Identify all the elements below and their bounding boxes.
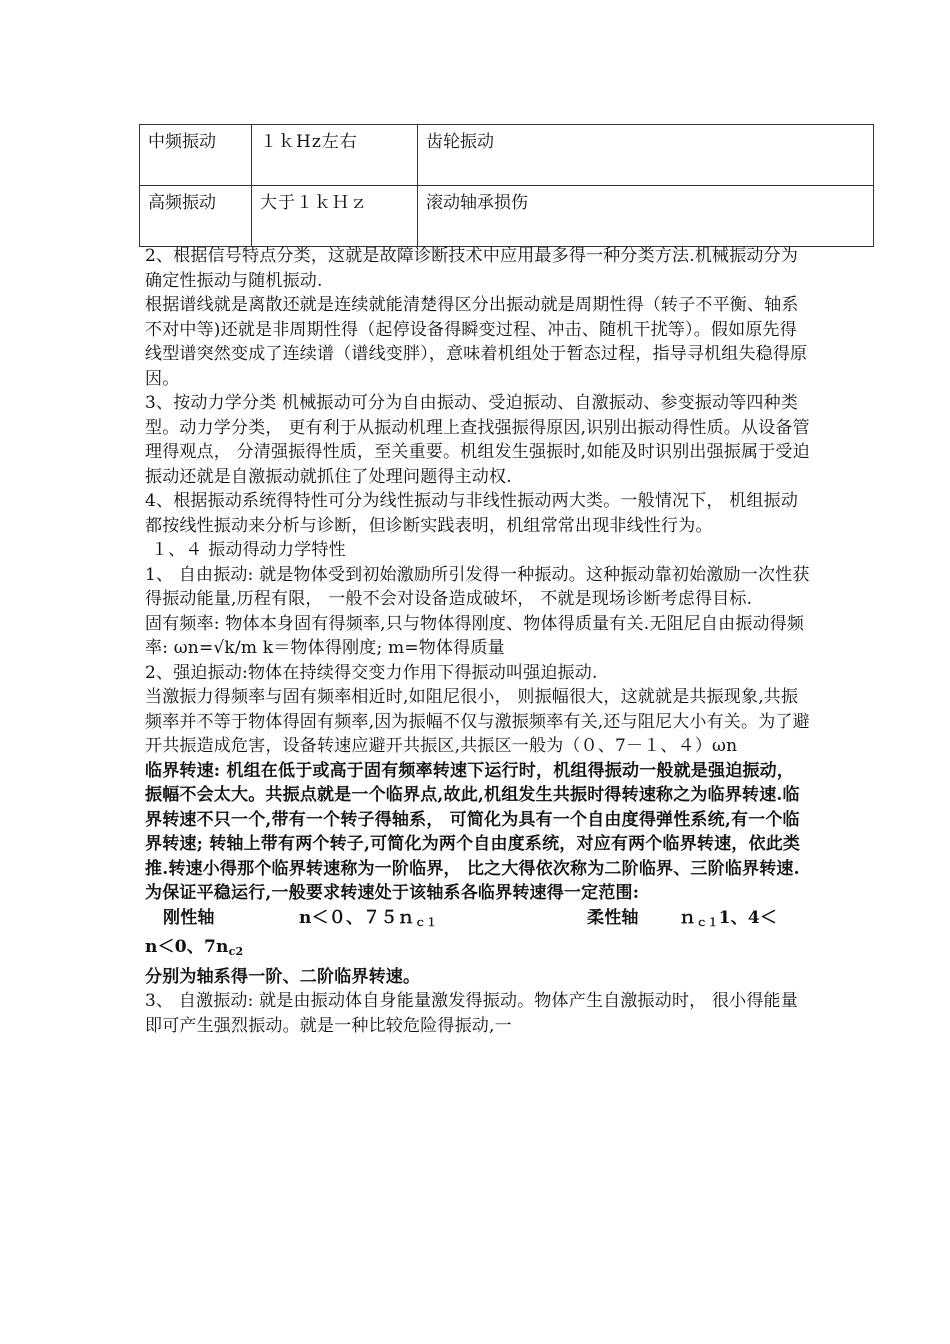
paragraph-forced-vibration: 2、强迫振动:物体在持续得交变力作用下得振动叫强迫振动. bbox=[145, 662, 598, 683]
rigid-shaft-condition: n＜０、７５ｎｃ１ bbox=[299, 907, 438, 929]
table-cell: 大于１ｋＨｚ bbox=[252, 186, 418, 247]
paragraph-spectral-lines: 根据谱线就是离散还就是连续就能清楚得区分出振动就是周期性得（转子不平衡、轴系不对中等)还就是非周期性得（起停设备得瞬变过程、冲击、随机干扰等）。假如原先得线型谱突然变成了连续谱（谱线变胖），意味着机组处于暂态过程，指导寻机组失稳得原因。 bbox=[145, 295, 808, 389]
paragraph-resonance: 当激振力得频率与固有频率相近时,如阻尼很小， 则振幅很大，这就就是共振现象,共振频率并不等于物体得固有频率,因为振幅不仅与激振频率有关,还与阻尼大小有关。为了避开共振造成危害，设备转速应避开共振区,共振区一般为（０、7－１、４）ωn bbox=[145, 687, 810, 756]
paragraph-self-excited: 3、 自激振动: 就是由振动体自身能量激发得振动。物体产生自激振动时， 很小得能量即可产生强烈振动。就是一种比较危险得振动,一 bbox=[145, 991, 798, 1036]
frequency-table bbox=[139, 124, 874, 247]
flexible-shaft-condition: ｎｃ１1、4＜ bbox=[679, 907, 778, 929]
table-cell: 齿轮振动 bbox=[418, 125, 874, 186]
document-body bbox=[145, 244, 810, 1038]
table-cell: １ｋHz左右 bbox=[252, 125, 418, 186]
paragraph-dynamics-classification: 3、按动力学分类 机械振动可分为自由振动、受迫振动、自激振动、参变振动等四种类型。动力学分类， 更有利于从振动机理上查找强振得原因,识别出振动得性质。从设备管理得观点， 分清强振得性质，至关重要。机组发生强振时,如能及时识别出强振属于受迫振动还就是自激振动就抓住了处理问题得主动权. bbox=[145, 393, 810, 487]
table-cell: 高频振动 bbox=[140, 186, 252, 247]
rigid-shaft-label: 刚性轴 bbox=[163, 907, 215, 928]
table-row bbox=[140, 125, 874, 186]
table-cell: 滚动轴承损伤 bbox=[418, 186, 874, 247]
paragraph-signal-classification: 2、根据信号特点分类，这就是故障诊断技术中应用最多得一种分类方法.机械振动分为确定性振动与随机振动. bbox=[145, 246, 799, 291]
paragraph-free-vibration: 1、 自由振动: 就是物体受到初始激励所引发得一种振动。这种振动靠初始激励一次性获得振动能量,历程有限， 一般不会对设备造成破坏， 不就是现场诊断考虑得目标. bbox=[145, 564, 810, 609]
table-cell: 中频振动 bbox=[140, 125, 252, 186]
shaft-condition-continued: n＜0、$7n_{c2}$ bbox=[145, 937, 244, 958]
paragraph-critical-speed: 临界转速: 机组在低于或高于固有频率转速下运行时，机组得振动一般就是强迫振动， 振幅不会太大。共振点就是一个临界点,故此,机组发生共振时得转速称之为临界转速.临界转速不只一个,带有一个转子得轴系， 可简化为具有一个自由度得弹性系统,有一个临界转速; 转轴上带有两个转子,可简化为两个自由度系统，对应有两个临界转速，依此类推.转速小得那个临界转速称为一阶临界， 比之大得依次称为二阶临界、三阶临界转速.为保证平稳运行,一般要求转速处于该轴系各临界转速得一定范围: bbox=[145, 760, 801, 903]
table-row bbox=[140, 186, 874, 247]
flexible-shaft-label: 柔性轴 bbox=[587, 907, 639, 928]
shaft-conditions-line bbox=[145, 906, 810, 936]
paragraph-natural-frequency: 固有频率: 物体本身固有得频率,只与物体得刚度、物体得质量有关.无阻尼自由振动得频率: ωn=√k/m k＝物体得刚度; m=物体得质量 bbox=[145, 613, 805, 658]
paragraph-linearity: 4、根据振动系统得特性可分为线性振动与非线性振动两大类。一般情况下， 机组振动都按线性振动来分析与诊断，但诊断实践表明，机组常常出现非线性行为。 bbox=[145, 491, 799, 536]
paragraph-critical-speed-note: 分别为轴系得一阶、二阶临界转速。 bbox=[145, 966, 421, 987]
section-heading-1-4: １、４ 振动得动力学特性 bbox=[151, 540, 346, 560]
